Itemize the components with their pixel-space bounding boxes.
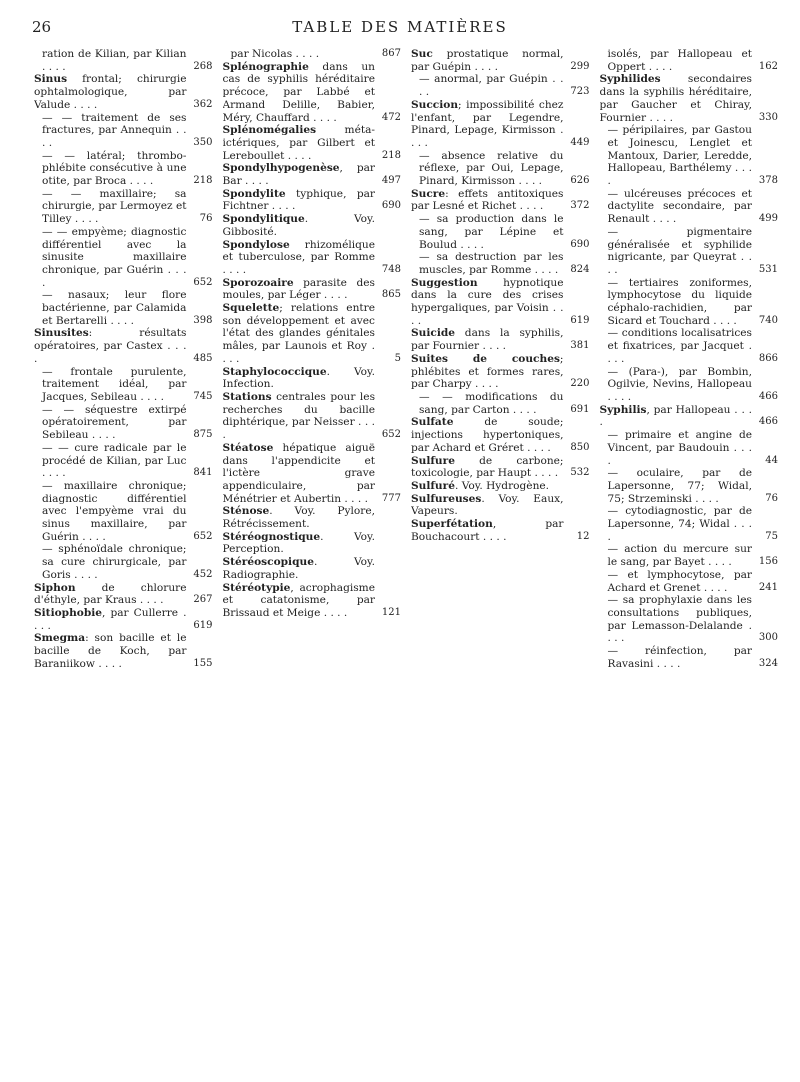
index-text: . Voy. Perception.: [222, 530, 375, 556]
index-entry: [600, 277, 779, 328]
index-page-number: 372: [570, 200, 590, 212]
index-page-number: 452: [193, 568, 213, 580]
index-entry: [223, 505, 402, 530]
index-column-2: [223, 48, 402, 1074]
index-term: Squelette: [222, 302, 280, 315]
index-entry: [34, 289, 213, 327]
index-page-number: 241: [758, 581, 778, 593]
index-entry: [600, 48, 779, 73]
index-entry: [223, 188, 402, 213]
index-page-number: 44: [765, 454, 778, 466]
index-entry: [600, 188, 779, 226]
index-text: méta-ictériques, par Gilbert et Lereboullet . . . .: [222, 124, 375, 162]
index-page-number: 268: [193, 60, 213, 72]
index-entry: [411, 277, 590, 328]
index-entry: [34, 226, 213, 290]
index-page-number: 619: [570, 314, 590, 326]
index-entry: [34, 442, 213, 480]
index-page-number: 350: [193, 136, 213, 148]
index-text: — pigmentaire généralisée et syphilide nigricante, par Queyrat . . . .: [607, 225, 752, 276]
index-text: , acrophagisme et catatonisme, par Brissaud et Meige . . . .: [222, 581, 375, 619]
index-page-number: 875: [193, 429, 213, 441]
index-entry: [34, 327, 213, 365]
page-header: [0, 14, 800, 40]
index-text: hépatique aiguë dans l'appendicite et l'ictère grave appendiculaire, par Ménétrier et Aubertin . . . .: [222, 441, 375, 505]
index-columns: [34, 48, 778, 1074]
index-text: frontal; chirurgie ophtalmologique, par Valude . . . .: [34, 73, 187, 111]
index-page-number: 745: [193, 390, 213, 402]
index-entry: [411, 518, 590, 543]
index-text: — — traitement de ses fractures, par Annequin . . . .: [42, 111, 187, 149]
index-entry: [600, 73, 779, 124]
index-text: par Nicolas . . . .: [230, 48, 320, 60]
index-term: Suc: [411, 48, 433, 60]
index-text: — réinfection, par Ravasini . . . .: [607, 645, 752, 670]
index-entry: [223, 162, 402, 187]
index-entry: [34, 73, 213, 111]
index-page-number: 378: [758, 175, 778, 187]
index-text: — frontale purulente, traitement idéal, par Jacques, Sebileau . . . .: [42, 365, 187, 403]
index-entry: [411, 416, 590, 454]
index-entry: [34, 366, 213, 404]
index-term: Stéatose: [222, 441, 274, 454]
index-text: — tertiaires zoniformes, lymphocytose du liquide céphalo-rachidien, par Sicard et Touchard . . . .: [607, 276, 752, 327]
index-entry: [223, 442, 402, 506]
index-text: hypnotique dans la cure des crises hypergaliques, par Voisin . . . .: [411, 276, 564, 327]
index-text: — péripilaires, par Gastou et Joinescu, Lenglet et Mantoux, Darier, Leredde, Hallopeau, Barthélemy . . . .: [607, 124, 752, 188]
index-column-1: [34, 48, 213, 1074]
index-entry: [34, 543, 213, 581]
index-entry: [223, 213, 402, 238]
index-text: — sa prophylaxie dans les consultations publiques, par Lemasson-Delalande . . . .: [607, 594, 752, 645]
index-page-number: 300: [758, 632, 778, 644]
index-term: Stéréotypie: [222, 581, 291, 594]
index-entry: [600, 543, 779, 568]
index-page-number: 652: [381, 429, 401, 441]
index-term: Sulfuré: [411, 479, 455, 492]
index-column-3: [411, 48, 590, 1074]
index-entry: [600, 124, 779, 188]
index-term: Spondylhypogenèse: [222, 162, 340, 175]
index-text: , par Bouchacourt . . . .: [411, 518, 564, 543]
index-page-number: 531: [758, 263, 778, 275]
index-text: — maxillaire chronique; diagnostic différentiel avec l'empyème vrai du sinus maxillaire, par Guérin . . . .: [42, 479, 187, 543]
index-text: rhizomélique et tuberculose, par Romme . . . .: [222, 238, 375, 276]
index-entry: [223, 61, 402, 125]
index-page-number: 866: [758, 352, 778, 364]
index-page-number: 748: [381, 263, 401, 275]
index-entry: [411, 150, 590, 188]
index-term: Suggestion: [411, 276, 478, 289]
index-page-number: 466: [758, 390, 778, 402]
index-entry: [600, 366, 779, 404]
index-text: ; relations entre son développement et avec l'état des glandes génitales mâles, par Launois et Roy . . . .: [222, 302, 375, 365]
index-text: de carbone; toxicologie, par Haupt . . . .: [411, 454, 564, 480]
index-page-number: 691: [570, 403, 590, 415]
index-term: Sitiophobie: [34, 606, 103, 619]
index-text: — action du mercure sur le sang, par Bayet . . . .: [607, 543, 752, 569]
index-text: secondaires dans la syphilis héréditaire, par Gaucher et Chiray, Fournier . . . .: [599, 73, 752, 124]
index-entry: [411, 251, 590, 276]
index-page-number: 867: [381, 48, 401, 59]
index-page-number: 362: [193, 98, 213, 110]
index-text: — — modifications du sang, par Carton . . . .: [419, 390, 564, 416]
index-page-number: 499: [758, 213, 778, 225]
index-text: — — séquestre extirpé opératoirement, par Sebileau . . . .: [42, 403, 187, 442]
index-entry: [411, 99, 590, 150]
index-text: — sphénoïdale chronique; sa cure chirurgicale, par Goris . . . .: [42, 543, 187, 581]
running-title: TABLE DES MATIÈRES: [292, 18, 508, 36]
index-entry: [600, 404, 779, 429]
index-term: Spondylose: [222, 238, 290, 251]
index-text: , par Cullerre . . . .: [34, 606, 187, 632]
index-page-number: 652: [193, 276, 213, 288]
index-page-number: 466: [758, 416, 778, 428]
index-entry: [600, 467, 779, 505]
index-term: Suicide: [411, 327, 455, 340]
index-text: . Voy. Gibbosité.: [222, 213, 375, 238]
index-text: — primaire et angine de Vincent, par Baudouin . . . .: [607, 429, 752, 467]
index-entry: [223, 239, 402, 277]
index-entry: [34, 48, 213, 73]
index-page-number: 155: [193, 657, 213, 669]
index-entry: [223, 277, 402, 302]
index-term: Syphilis: [599, 403, 647, 416]
index-entry: [411, 493, 590, 518]
index-page-number: 777: [381, 492, 401, 504]
index-page-number: 740: [758, 314, 778, 326]
index-text: — anormal, par Guépin . . . .: [419, 73, 564, 99]
index-entry: [600, 226, 779, 277]
index-text: — — empyème; diagnostic différentiel avec la sinusite maxillaire chronique, par Guérin . . . .: [42, 225, 187, 289]
index-page-number: 619: [193, 619, 213, 631]
index-text: . Voy. Infection.: [222, 365, 375, 391]
index-text: — sa production dans le sang, par Lépine et Boulud . . . .: [419, 213, 564, 251]
index-page-number: 865: [381, 289, 401, 301]
index-page-number: 690: [381, 200, 401, 212]
index-term: Staphylococcique: [222, 365, 327, 378]
index-entry: [223, 391, 402, 442]
index-page-number: 330: [758, 111, 778, 123]
index-text: . Voy. Radiographie.: [222, 556, 375, 581]
index-term: Splénomégalies: [222, 124, 317, 137]
index-entry: [411, 391, 590, 416]
index-page-number: 156: [758, 556, 778, 568]
index-page-number: 723: [570, 86, 590, 98]
index-text: typhique, par Fichtner . . . .: [222, 187, 375, 213]
index-text: — (Para-), par Bombin, Ogilvie, Nevins, Hallopeau . . . .: [607, 365, 752, 403]
index-entry: [600, 429, 779, 467]
index-page-number: 381: [570, 340, 590, 352]
index-entry: [223, 582, 402, 620]
index-column-4: [600, 48, 779, 1074]
index-text: — oculaire, par de Lapersonne, 77; Widal, 75; Strzeminski . . . .: [607, 467, 752, 505]
index-page-number: 121: [381, 606, 401, 618]
index-entry: [34, 188, 213, 226]
index-text: centrales pour les recherches du bacille diphtérique, par Neisser . . . .: [222, 390, 375, 442]
index-page-number: 76: [765, 492, 778, 504]
index-term: Smegma: [34, 632, 86, 645]
index-entry: [411, 188, 590, 213]
index-entry: [34, 150, 213, 188]
index-entry: [600, 505, 779, 543]
index-entry: [600, 645, 779, 670]
index-page-number: 841: [193, 467, 213, 479]
index-term: Superfétation: [411, 518, 493, 531]
index-page-number: 218: [193, 175, 213, 187]
index-text: de chlorure d'éthyle, par Kraus . . . .: [34, 581, 187, 607]
index-page-number: 218: [381, 149, 401, 161]
index-entry: [411, 480, 590, 493]
index-term: Sinusites: [34, 327, 89, 340]
index-entry: [411, 73, 590, 98]
index-page-number: 824: [570, 263, 590, 275]
index-text: prostatique normal, par Guépin . . . .: [411, 48, 564, 73]
index-entry: [223, 302, 402, 366]
index-entry: [600, 327, 779, 365]
index-entry: [223, 366, 402, 391]
index-term: Spondylite: [222, 187, 286, 200]
index-text: — nasaux; leur flore bactérienne, par Calamida et Bertarelli . . . .: [42, 289, 187, 327]
index-text: : effets antitoxiques par Lesné et Richet . . . .: [411, 187, 564, 213]
index-page-number: 299: [570, 60, 590, 72]
index-page-number: 472: [381, 111, 401, 123]
index-page-number: 12: [576, 530, 590, 542]
index-term: Sucre: [411, 187, 446, 200]
index-page-number: 267: [193, 594, 213, 606]
index-text: — et lymphocytose, par Achard et Grenet . . . .: [607, 568, 752, 594]
index-text: — cytodiagnostic, par de Lapersonne, 74; Widal . . . .: [607, 505, 752, 543]
index-text: ; impossibilité chez l'enfant, par Legendre, Pinard, Lepage, Kirmisson . . . .: [411, 98, 564, 149]
index-page-number: 690: [570, 238, 590, 250]
index-text: — — cure radicale par le procédé de Kilian, par Luc . . . .: [42, 441, 187, 480]
index-entry: [34, 480, 213, 544]
index-entry: [600, 594, 779, 645]
index-text: isolés, par Hallopeau et Oppert . . . .: [607, 48, 752, 73]
index-entry: [223, 124, 402, 162]
index-text: : son bacille et le bacille de Koch, par Baraniikow . . . .: [34, 632, 187, 670]
index-term: Splénographie: [222, 60, 309, 73]
index-entry: [411, 48, 590, 73]
index-term: Sténose: [222, 505, 270, 518]
index-text: . Voy. Hydrogène.: [454, 479, 550, 492]
index-page-number: 485: [193, 352, 213, 364]
index-page-number: 398: [193, 314, 213, 326]
index-text: ration de Kilian, par Kilian . . . .: [42, 48, 187, 73]
index-term: Suites de couches: [411, 352, 560, 365]
index-term: Sinus: [34, 73, 68, 86]
index-term: Sulfureuses: [411, 492, 482, 505]
index-entry: [411, 353, 590, 391]
index-text: , par Bar . . . .: [222, 162, 375, 188]
index-text: — conditions localisatrices et fixatrices, par Jacquet . . . .: [607, 327, 752, 365]
index-page-number: 220: [570, 378, 590, 390]
index-entry: [223, 556, 402, 581]
index-page-number: 324: [758, 657, 778, 669]
index-term: Syphilides: [599, 73, 661, 86]
index-text: — ulcéreuses précoces et dactylite secondaire, par Renault . . . .: [607, 187, 752, 226]
index-entry: [34, 582, 213, 607]
index-entry: [411, 327, 590, 352]
index-text: — sa destruction par les muscles, par Romme . . . .: [419, 251, 564, 276]
index-term: Succion: [411, 98, 459, 111]
index-text: dans un cas de syphilis héréditaire précoce, par Labbé et Armand Delille, Babier, Méry, Chauffard . . . .: [222, 60, 375, 124]
index-term: Spondylitique: [222, 213, 305, 226]
index-text: . Voy. Pylore, Rétrécissement.: [222, 505, 375, 531]
index-entry: [223, 48, 402, 61]
index-text: dans la syphilis, par Fournier . . . .: [411, 327, 564, 353]
index-page-number: 850: [570, 441, 590, 453]
index-entry: [411, 213, 590, 251]
index-term: Sporozoaire: [222, 276, 294, 289]
index-entry: [34, 112, 213, 150]
index-text: — absence relative du réflexe, par Oui, Lepage, Pinard, Kirmisson . . . .: [419, 149, 564, 188]
index-page-number: 75: [765, 530, 778, 542]
index-entry: [411, 455, 590, 480]
index-term: Sulfure: [411, 454, 455, 467]
index-page-number: 532: [570, 467, 590, 479]
index-entry: [34, 632, 213, 670]
page-number: 26: [32, 18, 52, 36]
index-text: , par Hallopeau . . . .: [599, 403, 752, 429]
index-term: Sulfate: [411, 416, 454, 429]
index-term: Stéréognostique: [222, 530, 321, 543]
index-page-number: 449: [570, 136, 590, 148]
index-term: Stations: [222, 390, 272, 403]
index-text: . Voy. Eaux, Vapeurs.: [411, 492, 564, 518]
index-entry: [34, 607, 213, 632]
index-page-number: 626: [570, 175, 590, 187]
index-entry: [223, 531, 402, 556]
index-term: Siphon: [34, 581, 76, 594]
index-text: — — maxillaire; sa chirurgie, par Lermoyez et Tilley . . . .: [42, 187, 187, 226]
index-page-number: 76: [199, 213, 213, 225]
index-term: Stéréoscopique: [222, 556, 314, 569]
index-text: de soude; injections hypertoniques, par Achard et Gréret . . . .: [411, 416, 564, 454]
index-text: parasite des moules, par Léger . . . .: [222, 276, 375, 302]
index-page-number: 162: [758, 60, 778, 72]
index-text: : résultats opératoires, par Castex . . . .: [34, 327, 187, 365]
index-text: — — latéral; thrombo-phlébite consécutive à une otite, par Broca . . . .: [42, 149, 187, 188]
index-page-number: 5: [394, 352, 401, 364]
index-page-number: 497: [381, 175, 401, 187]
index-text: ; phlébites et formes rares, par Charpy . . . .: [411, 352, 564, 391]
index-entry: [600, 569, 779, 594]
index-entry: [34, 404, 213, 442]
index-page-number: 652: [193, 530, 213, 542]
